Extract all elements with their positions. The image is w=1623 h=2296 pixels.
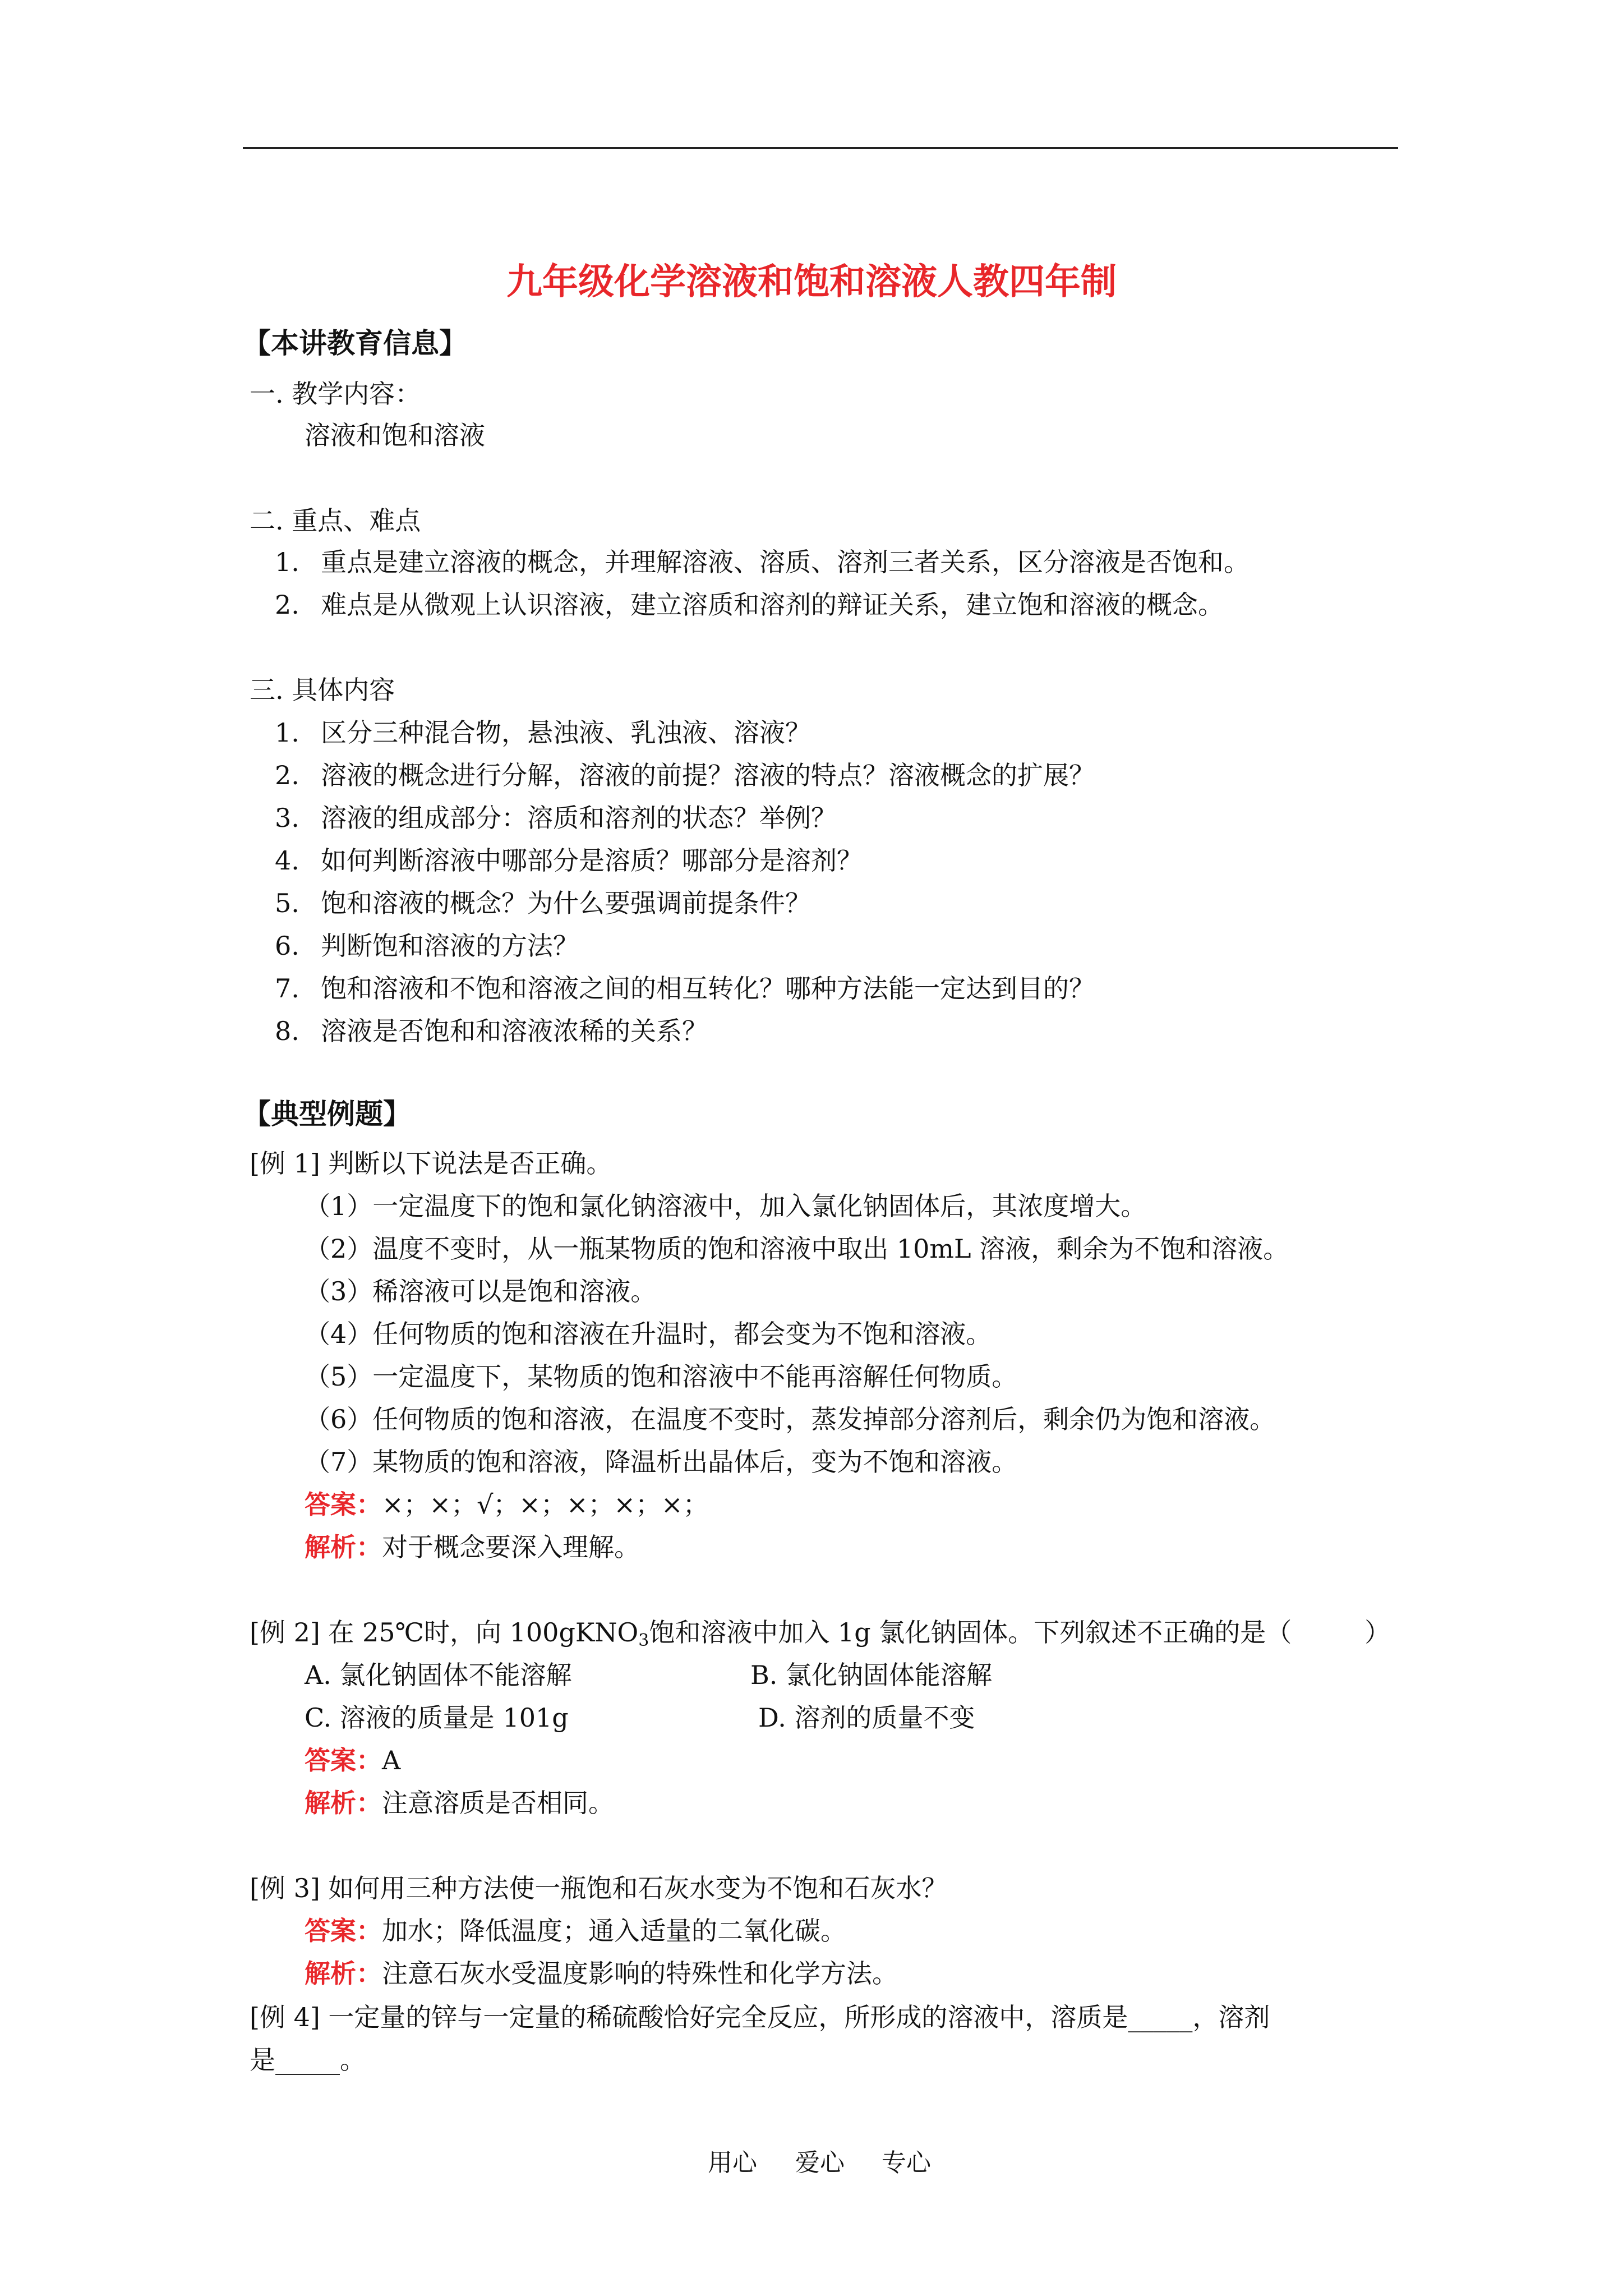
- section-info-heading: 【本讲教育信息】: [243, 326, 467, 360]
- ex1-answer: 答案：×；×；√；×；×；×；×；: [305, 1489, 709, 1520]
- ex1-item-3: （3）稀溶液可以是饱和溶液。: [305, 1276, 657, 1306]
- ex2-option-c: C. 溶液的质量是 101g: [305, 1703, 569, 1733]
- ex2-option-b: B. 氯化钠固体能溶解: [750, 1660, 993, 1690]
- s3-item-4: 4. 如何判断溶液中哪部分是溶质？哪部分是溶剂？: [275, 845, 863, 876]
- s1-heading: 一. 教学内容：: [250, 379, 421, 409]
- s3-item-3: 3. 溶液的组成部分：溶质和溶剂的状态？举例？: [275, 803, 837, 833]
- ex1-item-4: （4）任何物质的饱和溶液在升温时，都会变为不饱和溶液。: [305, 1319, 992, 1349]
- ex3-answer: 答案：加水；降低温度；通入适量的二氧化碳。: [305, 1916, 846, 1946]
- s3-item-1: 1. 区分三种混合物，悬浊液、乳浊液、溶液？: [275, 717, 811, 748]
- section-examples-heading: 【典型例题】: [243, 1097, 411, 1130]
- ex1-item-5: （5）一定温度下，某物质的饱和溶液中不能再溶解任何物质。: [305, 1361, 1018, 1392]
- page-title: 九年级化学溶液和饱和溶液人教四年制: [506, 261, 1117, 303]
- ex1-item-7: （7）某物质的饱和溶液，降温析出晶体后，变为不饱和溶液。: [305, 1447, 1018, 1477]
- ex3-question: [例 3] 如何用三种方法使一瓶饱和石灰水变为不饱和石灰水？: [250, 1873, 948, 1903]
- ex1-analysis: 解析：对于概念要深入理解。: [305, 1532, 640, 1562]
- s2-item-1: 1. 重点是建立溶液的概念，并理解溶液、溶质、溶剂三者关系，区分溶液是否饱和。: [275, 547, 1249, 577]
- ex1-item-2: （2）温度不变时，从一瓶某物质的饱和溶液中取出 10mL 溶液，剩余为不饱和溶液。: [305, 1234, 1289, 1264]
- s3-item-7: 7. 饱和溶液和不饱和溶液之间的相互转化？哪种方法能一定达到目的？: [275, 973, 1095, 1004]
- ex2-option-a: A. 氯化钠固体不能溶解: [305, 1660, 572, 1690]
- s1-content: 溶液和饱和溶液: [305, 420, 485, 450]
- ex2-option-d: D. 溶剂的质量不变: [758, 1703, 975, 1733]
- s3-item-2: 2. 溶液的概念进行分解，溶液的前提？溶液的特点？溶液概念的扩展？: [275, 760, 1095, 790]
- footer-text-2: 爱心: [795, 2148, 845, 2177]
- s3-item-5: 5. 饱和溶液的概念？为什么要强调前提条件？: [275, 888, 811, 918]
- ex2-question: [例 2] 在 25℃时，向 100gKNO$_3$饱和溶液中加入 1g 氯化钠固体。下列叙述不正确的是（ ）: [250, 1617, 1391, 1650]
- header-rule: [243, 147, 1398, 149]
- ex3-analysis: 解析：注意石灰水受温度影响的特殊性和化学方法。: [305, 1958, 898, 1989]
- ex2-answer: 答案：A: [305, 1745, 401, 1775]
- s3-heading: 三. 具体内容: [250, 675, 395, 705]
- ex4-question-line2: 是_____。: [250, 2045, 366, 2075]
- s2-item-2: 2. 难点是从微观上认识溶液，建立溶质和溶剂的辩证关系，建立饱和溶液的概念。: [275, 590, 1224, 620]
- s3-item-6: 6. 判断饱和溶液的方法？: [275, 931, 579, 961]
- s3-item-8: 8. 溶液是否饱和和溶液浓稀的关系？: [275, 1016, 708, 1046]
- ex2-analysis: 解析：注意溶质是否相同。: [305, 1788, 614, 1818]
- ex4-question: [例 4] 一定量的锌与一定量的稀硫酸恰好完全反应，所形成的溶液中，溶质是_____，溶剂: [250, 2002, 1270, 2032]
- footer-text-3: 专心: [882, 2148, 931, 2177]
- ex1-item-1: （1）一定温度下的饱和氯化钠溶液中，加入氯化钠固体后，其浓度增大。: [305, 1191, 1147, 1221]
- ex1-item-6: （6）任何物质的饱和溶液，在温度不变时，蒸发掉部分溶剂后，剩余仍为饱和溶液。: [305, 1404, 1276, 1434]
- ex1-question: [例 1] 判断以下说法是否正确。: [250, 1148, 612, 1179]
- footer-text-1: 用心: [708, 2148, 757, 2177]
- s2-heading: 二. 重点、难点: [250, 505, 421, 536]
